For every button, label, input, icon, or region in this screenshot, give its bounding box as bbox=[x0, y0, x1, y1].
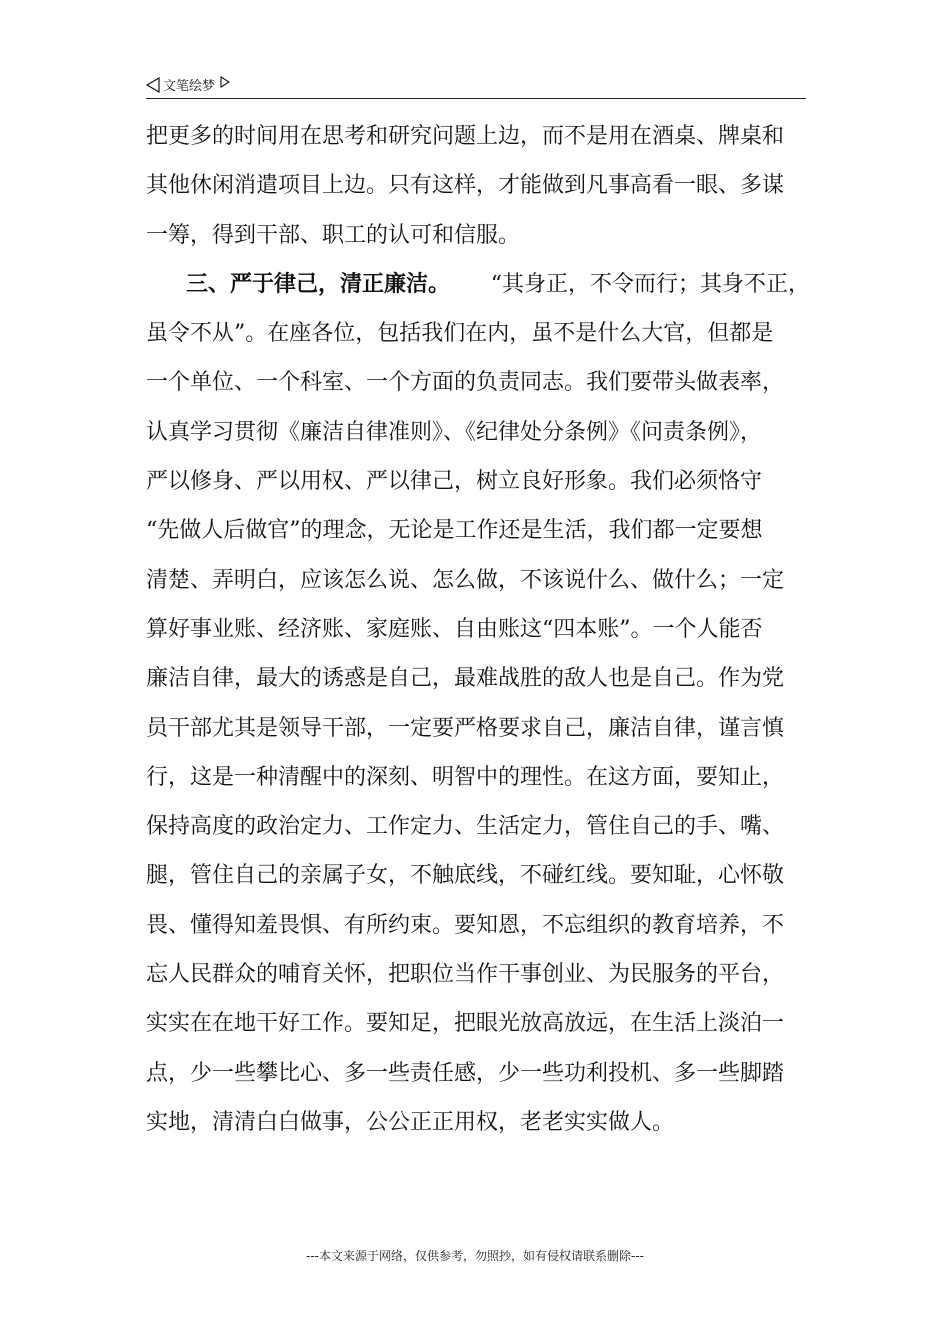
text-line bbox=[146, 161, 810, 210]
line-text: 把更多的时间用在思考和研究问题上边，而不是用在酒桌、牌桌和 bbox=[146, 124, 785, 149]
text-line bbox=[146, 605, 810, 654]
line-text: “先做人后做官”的理念，无论是工作还是生活，我们都一定要想 bbox=[146, 518, 763, 544]
text-line bbox=[146, 309, 810, 358]
text-line bbox=[146, 556, 810, 605]
text-line bbox=[146, 1049, 810, 1098]
text-line bbox=[146, 851, 810, 900]
text-line bbox=[146, 260, 810, 309]
text-line bbox=[146, 112, 810, 161]
text-line bbox=[146, 654, 810, 703]
line-text: 点，少一些攀比心、多一些责任感，少一些功利投机、多一些脚踏 bbox=[146, 1060, 785, 1086]
text-line bbox=[146, 950, 810, 999]
line-text: 清楚、弄明白，应该怎么说、怎么做，不该说什么、做什么；一定 bbox=[146, 567, 785, 593]
text-line bbox=[146, 506, 810, 555]
text-line bbox=[146, 753, 810, 802]
text-line bbox=[146, 1098, 810, 1147]
text-line bbox=[146, 358, 810, 407]
line-text: 一个单位、一个科室、一个方面的负责同志。我们要带头做表率， bbox=[146, 370, 785, 396]
text-line bbox=[146, 999, 810, 1048]
left-triangle-icon bbox=[146, 77, 160, 93]
text-line bbox=[146, 408, 810, 457]
page-footer: ---本文来源于网络，仅供参考，勿照抄，如有侵权请联系删除--- bbox=[306, 1249, 644, 1263]
text-line bbox=[146, 802, 810, 851]
header-content bbox=[146, 75, 230, 94]
text-line bbox=[146, 457, 810, 506]
line-text: 保持高度的政治定力、工作定力、生活定力，管住自己的手、嘴、 bbox=[146, 814, 785, 840]
line-text: 其他休闲消遣项目上边。只有这样，才能做到凡事高看一眼、多谋 bbox=[146, 173, 785, 199]
line-text: 行，这是一种清醒中的深刻、明智中的理性。在这方面，要知止， bbox=[146, 764, 785, 790]
header-title: 文笔绘梦 bbox=[163, 79, 216, 94]
text-line bbox=[146, 704, 810, 753]
line-text: 虽令不从”。在座各位，包括我们在内，虽不是什么大官，但都是 bbox=[146, 321, 774, 347]
line-text: 一筹，得到干部、职工的认可和信服。 bbox=[146, 222, 521, 248]
line-text: 算好事业账、经济账、家庭账、自由账这“四本账”。一个人能否 bbox=[146, 616, 763, 642]
line-text: 员干部尤其是领导干部，一定要严格要求自己，廉洁自律，谨言慎 bbox=[146, 715, 785, 741]
right-triangle-icon bbox=[220, 76, 230, 88]
line-text: 畏、懂得知羞畏惧、有所约束。要知恩，不忘组织的教育培养，不 bbox=[146, 912, 785, 938]
line-text: 实地，清清白白做事，公公正正用权，老老实实做人。 bbox=[146, 1109, 675, 1135]
document-body bbox=[146, 112, 810, 1147]
section-heading: 三、严于律己，清正廉洁。 bbox=[186, 271, 451, 297]
line-text: 实实在在地干好工作。要知足，把眼光放高放远，在生活上淡泊一 bbox=[146, 1011, 785, 1037]
text-line bbox=[146, 901, 810, 950]
line-text: 廉洁自律，最大的诱惑是自己，最难战胜的敌人也是自己。作为党 bbox=[146, 666, 785, 692]
line-text: 严以修身、严以用权、严以律己，树立良好形象。我们必须恪守 bbox=[146, 469, 763, 495]
line-text: “其身正，不令而行；其身不正， bbox=[490, 271, 810, 297]
line-text: 腿，管住自己的亲属子女，不触底线，不碰红线。要知耻，心怀敬 bbox=[146, 863, 785, 889]
page-header bbox=[146, 74, 806, 99]
line-text: 忘人民群众的哺育关怀，把职位当作干事创业、为民服务的平台， bbox=[146, 962, 785, 988]
text-line bbox=[146, 211, 810, 260]
line-text: 认真学习贯彻《廉洁自律准则》、《纪律处分条例》《问责条例》， bbox=[146, 419, 763, 445]
